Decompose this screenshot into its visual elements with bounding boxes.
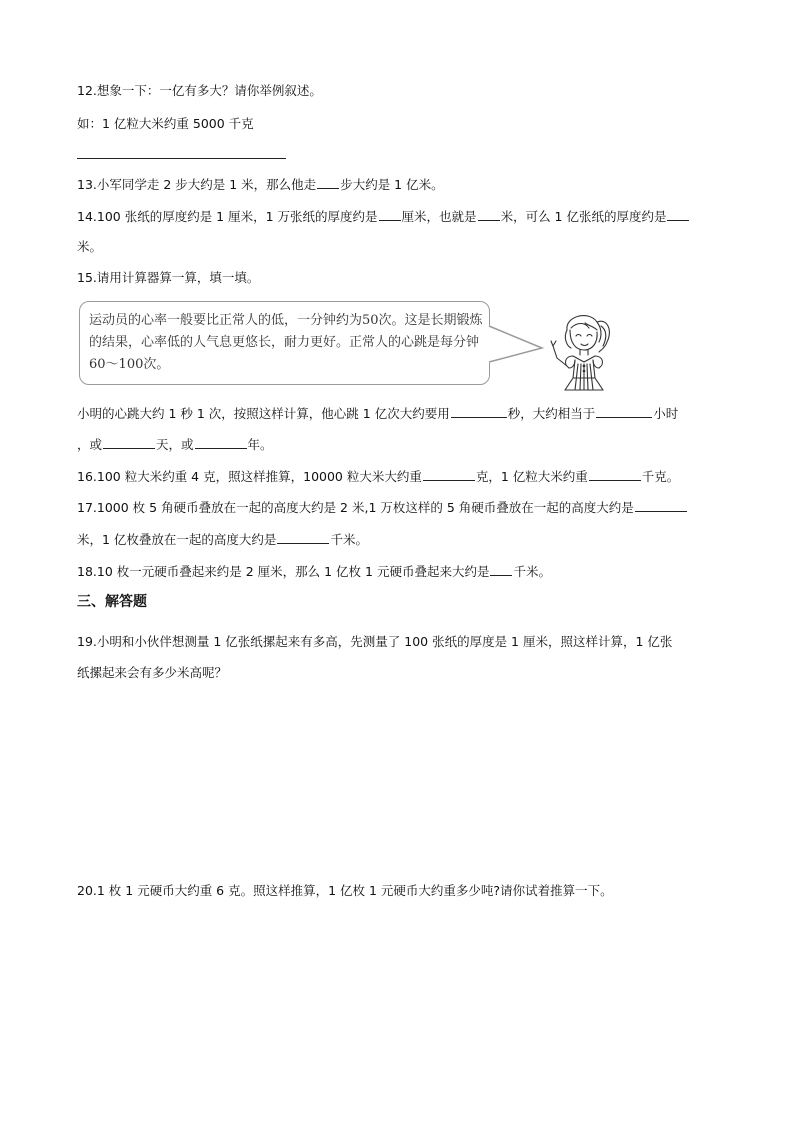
q15-text-d: ，或 <box>77 437 103 452</box>
q19-continuation: 纸摞起来会有多少米高呢？ <box>77 665 228 680</box>
q14-text-a: 14.100 张纸的厚度约是 1 厘米，1 万张纸的厚度约是 <box>77 209 378 224</box>
q15-text-e: 天，或 <box>156 437 194 452</box>
q16-text-c: 千克。 <box>641 469 680 484</box>
q13-blank[interactable] <box>317 176 339 189</box>
q17-blank-1[interactable] <box>635 499 687 512</box>
q15-text-a: 小明的心跳大约 1 秒 1 次，按照这样计算，他心跳 1 亿次大约要用 <box>77 406 450 421</box>
q16-blank-2[interactable] <box>589 468 641 481</box>
q15-continuation <box>77 436 273 454</box>
q15-title: 15.请用计算器算一算，填一填。 <box>77 270 260 285</box>
q17-blank-2[interactable] <box>277 531 329 544</box>
q16-text-a: 16.100 粒大米约重 4 克，照这样推算，10000 粒大米大约重 <box>77 469 422 484</box>
q16-text-b: 克，1 亿粒大米约重 <box>475 469 588 484</box>
q20-question: 20.1 枚 1 元硬币大约重 6 克。照这样推算，1 亿枚 1 元硬币大约重多少吨?请你试着推算一下。 <box>77 883 613 898</box>
q17-continuation <box>77 531 368 549</box>
q12-answer-line[interactable] <box>77 158 286 159</box>
q14-text-c: 米，可么 1 亿张纸的厚度约是 <box>500 209 667 224</box>
q13-question <box>77 176 444 194</box>
q17-question <box>77 499 688 517</box>
q16-question <box>77 468 679 486</box>
speech-bubble-tail <box>486 322 546 368</box>
q12-question: 12.想象一下：一亿有多大？请你举例叙述。 <box>77 83 322 98</box>
q15-text-f: 年。 <box>247 437 273 452</box>
q15-text-b: 秒，大约相当于 <box>507 406 596 421</box>
q19-question: 19.小明和小伙伴想测量 1 亿张纸摞起来有多高，先测量了 100 张纸的厚度是 1 厘米，照这样计算，1 亿张 <box>77 634 673 649</box>
q15-blank-2[interactable] <box>596 405 652 418</box>
q16-blank-1[interactable] <box>423 468 475 481</box>
q17-text-c: 千米。 <box>330 532 368 547</box>
q14-blank-2[interactable] <box>478 208 500 221</box>
speech-bubble <box>79 301 490 385</box>
q13-text-a: 13.小军同学走 2 步大约是 1 米，那么他走 <box>77 177 317 192</box>
q18-blank[interactable] <box>490 563 512 576</box>
q14-blank-3[interactable] <box>667 208 689 221</box>
q14-text-b: 厘米，也就是 <box>401 209 477 224</box>
section-heading: 三、解答题 <box>77 594 147 610</box>
q18-text-a: 18.10 枚一元硬币叠起来约是 2 厘米，那么 1 亿枚 1 元硬币叠起来大约是 <box>77 564 490 579</box>
q15-blank-1[interactable] <box>451 405 507 418</box>
q15-question <box>77 405 678 423</box>
q14-continuation: 米。 <box>77 239 103 254</box>
q13-text-b: 步大约是 1 亿米。 <box>340 177 444 192</box>
q18-text-b: 千米。 <box>513 564 551 579</box>
q14-question <box>77 208 690 226</box>
q15-blank-3[interactable] <box>103 436 155 449</box>
q17-text-b: 米，1 亿枚叠放在一起的高度大约是 <box>77 532 277 547</box>
q18-question <box>77 563 551 581</box>
q15-text-c: 小时 <box>653 406 679 421</box>
q15-blank-4[interactable] <box>195 436 247 449</box>
q12-example: 如：1 亿粒大米约重 5000 千克 <box>77 116 254 131</box>
girl-illustration <box>545 308 615 392</box>
q14-blank-1[interactable] <box>379 208 401 221</box>
q17-text-a: 17.1000 枚 5 角硬币叠放在一起的高度大约是 2 米,1 万枚这样的 5 角硬币叠放在一起的高度大约是 <box>77 500 634 515</box>
speech-bubble-text: 运动员的心率一般要比正常人的低，一分钟约为50次。这是长期锻炼的结果，心率低的人气息更悠长，耐力更好。正常人的心跳是每分钟60～100次。 <box>89 313 483 372</box>
